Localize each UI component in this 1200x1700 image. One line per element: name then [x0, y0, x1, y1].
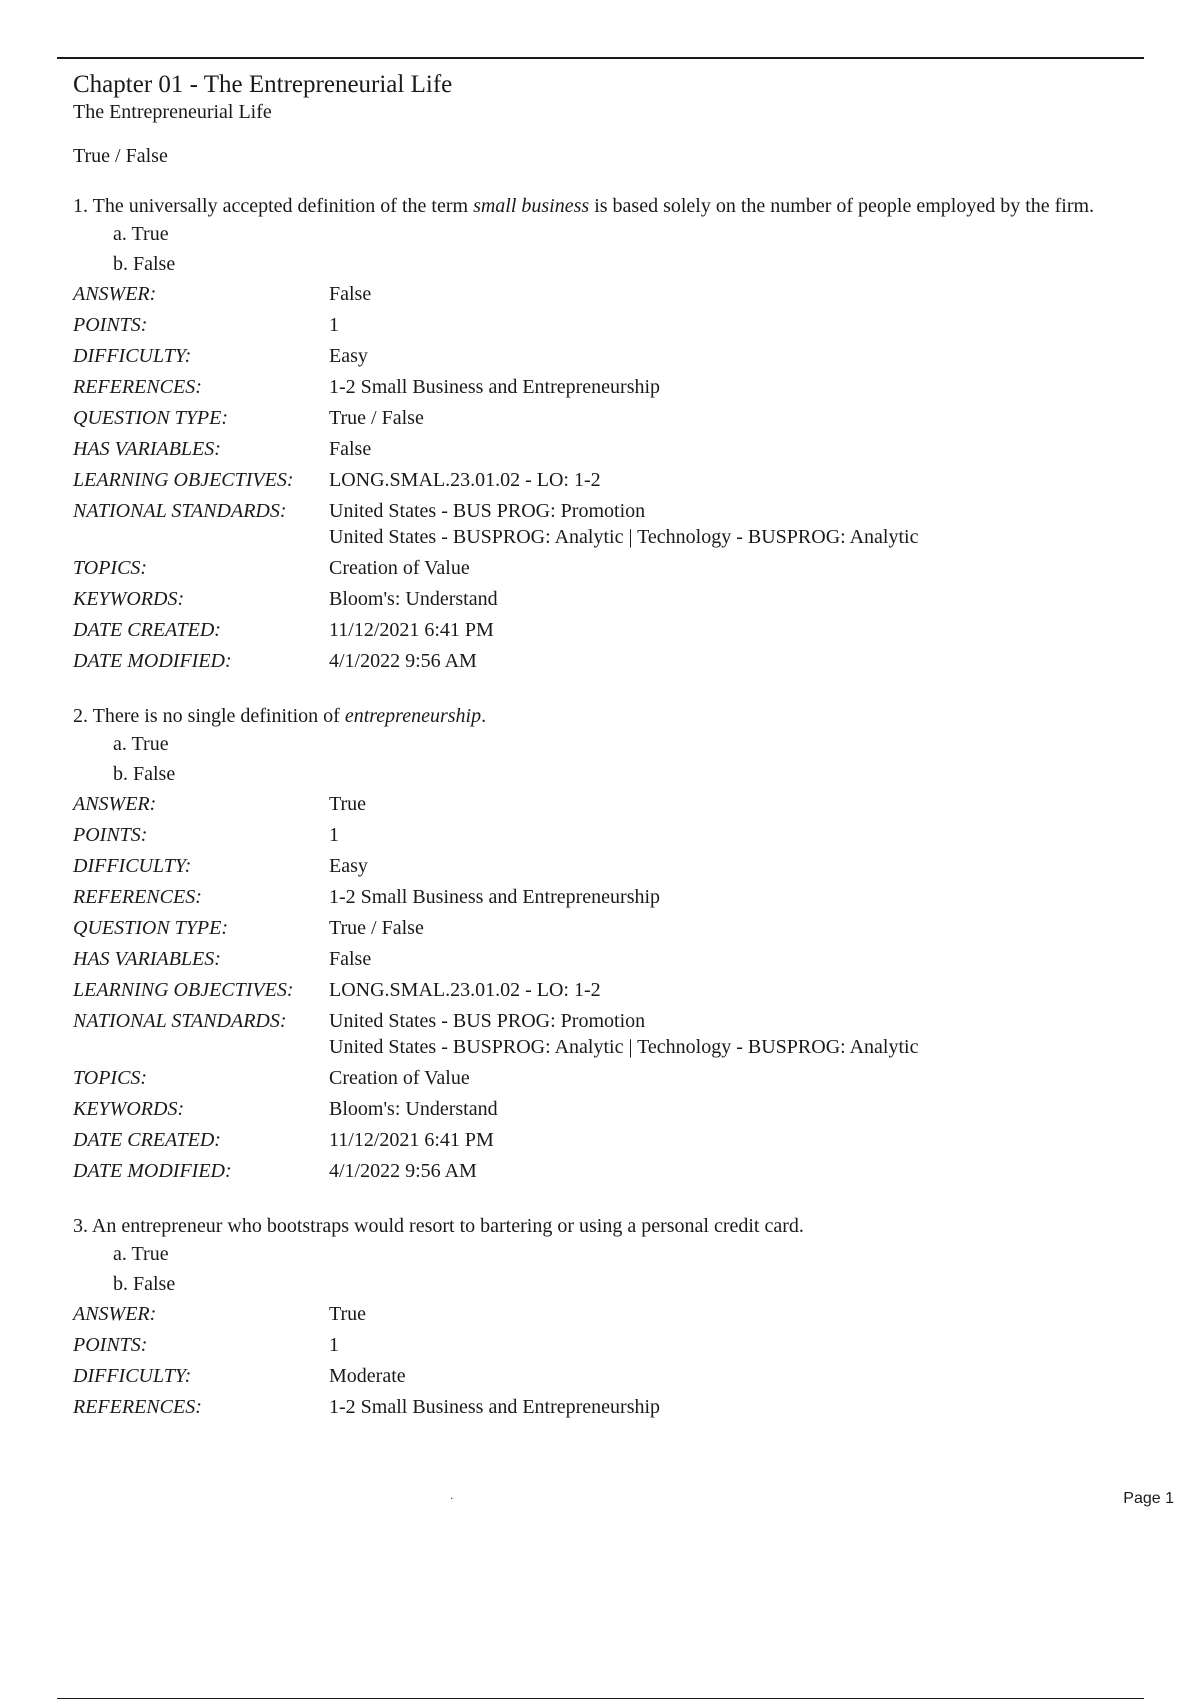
meta-label: DATE CREATED: [73, 619, 221, 641]
meta-question-type [73, 913, 1163, 944]
answer-options [73, 219, 1163, 279]
meta-label: ANSWER: [73, 793, 157, 815]
meta-value: LONG.SMAL.23.01.02 - LO: 1-2 [329, 469, 601, 491]
meta-value [329, 1008, 1163, 1060]
meta-value: Easy [329, 345, 368, 367]
meta-label: KEYWORDS: [73, 1098, 185, 1120]
question-stem: 3. An entrepreneur who bootstraps would resort to bartering or using a personal credit card. [73, 1215, 804, 1237]
stem-text: is based solely on the number of people employed by the firm. [589, 195, 1095, 217]
meta-learning-objectives [73, 465, 1163, 496]
option-b: b. False [113, 1273, 176, 1295]
meta-label: QUESTION TYPE: [73, 407, 229, 429]
meta-label: NATIONAL STANDARDS: [73, 500, 287, 522]
meta-label: ANSWER: [73, 1303, 157, 1325]
meta-topics [73, 553, 1163, 584]
meta-value: Bloom's: Understand [329, 588, 498, 610]
question-stem [73, 703, 1163, 729]
meta-value: 1 [329, 824, 339, 846]
meta-references [73, 882, 1163, 913]
meta-label: HAS VARIABLES: [73, 948, 221, 970]
meta-value: 1-2 Small Business and Entrepreneurship [329, 886, 661, 908]
meta-value: 4/1/2022 9:56 AM [329, 1160, 477, 1182]
meta-label: DATE MODIFIED: [73, 1160, 232, 1182]
meta-value: LONG.SMAL.23.01.02 - LO: 1-2 [329, 979, 601, 1001]
meta-value: 11/12/2021 6:41 PM [329, 619, 494, 641]
meta-value: 1 [329, 1334, 339, 1356]
meta-label: LEARNING OBJECTIVES: [73, 469, 294, 491]
standard-line: United States - BUSPROG: Analytic | Technology - BUSPROG: Analytic [329, 1036, 919, 1058]
meta-label: LEARNING OBJECTIVES: [73, 979, 294, 1001]
meta-value: 11/12/2021 6:41 PM [329, 1129, 494, 1151]
meta-value: True [329, 1303, 367, 1325]
meta-label: POINTS: [73, 824, 148, 846]
meta-label: DIFFICULTY: [73, 345, 192, 367]
meta-points [73, 1330, 1163, 1361]
meta-difficulty [73, 341, 1163, 372]
meta-topics [73, 1063, 1163, 1094]
bottom-rule [57, 1698, 1144, 1699]
meta-value: True / False [329, 917, 424, 939]
meta-answer [73, 279, 1163, 310]
meta-keywords [73, 1094, 1163, 1125]
meta-label: POINTS: [73, 1334, 148, 1356]
meta-label: REFERENCES: [73, 886, 202, 908]
meta-label: NATIONAL STANDARDS: [73, 1010, 287, 1032]
option-a: a. True [113, 1243, 169, 1265]
meta-label: TOPICS: [73, 1067, 148, 1089]
meta-label: DATE CREATED: [73, 1129, 221, 1151]
meta-references [73, 372, 1163, 403]
meta-value: Easy [329, 855, 368, 877]
option-a: a. True [113, 733, 169, 755]
meta-value: Creation of Value [329, 1067, 470, 1089]
meta-label: DIFFICULTY: [73, 1365, 192, 1387]
meta-points [73, 820, 1163, 851]
meta-value [329, 498, 1163, 550]
chapter-title: Chapter 01 - The Entrepreneurial Life [73, 71, 453, 98]
meta-value: True [329, 793, 367, 815]
question-1 [73, 193, 1163, 677]
meta-difficulty [73, 1361, 1163, 1392]
meta-national-standards [73, 496, 1163, 553]
meta-label: QUESTION TYPE: [73, 917, 229, 939]
meta-label: DIFFICULTY: [73, 855, 192, 877]
option-a: a. True [113, 223, 169, 245]
meta-label: REFERENCES: [73, 1396, 202, 1418]
standard-line: United States - BUSPROG: Analytic | Technology - BUSPROG: Analytic [329, 526, 919, 548]
meta-answer [73, 789, 1163, 820]
option-b: b. False [113, 253, 176, 275]
meta-value: False [329, 948, 372, 970]
meta-value: True / False [329, 407, 424, 429]
page-number: Page 1 [1123, 1490, 1174, 1507]
top-rule [57, 57, 1144, 59]
stem-text: 1. The universally accepted definition of the term [73, 195, 474, 217]
meta-has-variables [73, 944, 1163, 975]
meta-date-modified [73, 646, 1163, 677]
meta-label: HAS VARIABLES: [73, 438, 221, 460]
meta-value: 1-2 Small Business and Entrepreneurship [329, 1396, 661, 1418]
question-metadata [73, 789, 1163, 1187]
meta-value: 1-2 Small Business and Entrepreneurship [329, 376, 661, 398]
meta-points [73, 310, 1163, 341]
meta-date-created [73, 1125, 1163, 1156]
footer-dot: . [450, 1488, 454, 1502]
section-title: True / False [73, 145, 168, 167]
meta-national-standards [73, 1006, 1163, 1063]
standard-line: United States - BUS PROG: Promotion [329, 500, 646, 522]
document-body [73, 70, 1163, 1423]
meta-label: ANSWER: [73, 283, 157, 305]
meta-value: 4/1/2022 9:56 AM [329, 650, 477, 672]
meta-keywords [73, 584, 1163, 615]
question-stem [73, 193, 1163, 219]
meta-has-variables [73, 434, 1163, 465]
meta-value: 1 [329, 314, 339, 336]
meta-value: Moderate [329, 1365, 406, 1387]
meta-references [73, 1392, 1163, 1423]
stem-italic-term: small business [473, 195, 590, 217]
question-3 [73, 1213, 1163, 1423]
question-metadata [73, 279, 1163, 677]
meta-label: POINTS: [73, 314, 148, 336]
standard-line: United States - BUS PROG: Promotion [329, 1010, 646, 1032]
answer-options [73, 729, 1163, 789]
question-2 [73, 703, 1163, 1187]
meta-question-type [73, 403, 1163, 434]
chapter-subtitle: The Entrepreneurial Life [73, 101, 272, 123]
meta-label: TOPICS: [73, 557, 148, 579]
meta-date-modified [73, 1156, 1163, 1187]
question-metadata [73, 1299, 1163, 1423]
stem-text: . [481, 705, 487, 727]
meta-date-created [73, 615, 1163, 646]
stem-italic-term: entrepreneurship [344, 705, 482, 727]
meta-difficulty [73, 851, 1163, 882]
meta-value: Creation of Value [329, 557, 470, 579]
meta-answer [73, 1299, 1163, 1330]
stem-text: 2. There is no single definition of [73, 705, 345, 727]
meta-learning-objectives [73, 975, 1163, 1006]
meta-value: False [329, 438, 372, 460]
meta-label: KEYWORDS: [73, 588, 185, 610]
answer-options [73, 1239, 1163, 1299]
meta-label: REFERENCES: [73, 376, 202, 398]
meta-value: Bloom's: Understand [329, 1098, 498, 1120]
meta-value: False [329, 283, 372, 305]
option-b: b. False [113, 763, 176, 785]
meta-label: DATE MODIFIED: [73, 650, 232, 672]
